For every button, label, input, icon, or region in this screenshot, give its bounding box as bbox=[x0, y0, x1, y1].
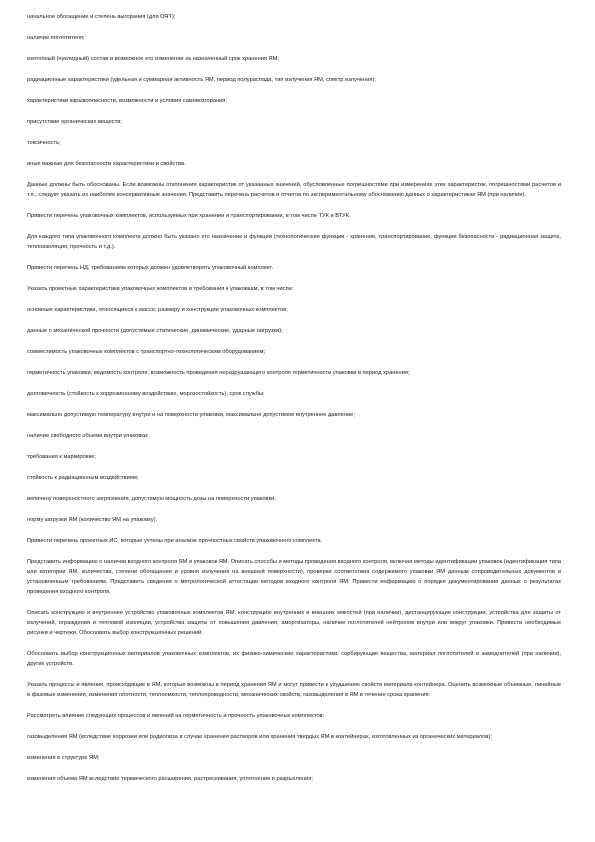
list-item-gas-release: газовыделения ЯМ (вследствие коррозии или радиолиза в случае хранения растворов или хранения твердых ЯМ в контейнерах, изготовленных из органических материалов); bbox=[27, 734, 492, 740]
paragraph-initiating-events: Привести перечень проектных ИС, которые учтены при анализе прочностных свойств упаковочного комплекта. bbox=[27, 538, 323, 544]
list-item-initial-enrichment: начальное обогащение и степень выгорания (для ОЯТ); bbox=[27, 14, 176, 20]
list-item-loading-norm: норму загрузки ЯМ (количество ЯМ на упаковку). bbox=[27, 517, 158, 523]
paragraph-regulatory-documents: Привести перечень НД, требованиям которых должен удовлетворять упаковочный комплект. bbox=[27, 265, 274, 271]
list-item-isotopic-composition: изотопный (нуклидный) состав и возможное его изменение за назначенный срок хранения ЯМ; bbox=[27, 56, 279, 62]
list-item-marking: требования к маркировке; bbox=[27, 454, 96, 460]
list-item-surface-contamination: величину поверхностного загрязнения, допустимую мощность дозы на поверхности упаковки; bbox=[27, 496, 276, 502]
list-item-tightness: герметичность упаковки, ведомость контроля, возможность проведения неразрушающего контроля герметичности упаковки в период хранения; bbox=[27, 370, 410, 376]
list-item-absorber: наличие поглотителя; bbox=[27, 35, 85, 41]
list-item-durability: долговечность (стойкость к коррозионному воздействию, морозостойкость), срок службы; bbox=[27, 391, 265, 397]
list-item-equipment-compatibility: совместимость упаковочных комплектов с транспортно-технологическим оборудованием; bbox=[27, 349, 266, 355]
paragraph-packaging-list: Привести перечень упаковочных комплектов, используемых при хранении и транспортировании, в том числе ТУК и ВТУК. bbox=[27, 213, 351, 219]
list-item-mass-size-design: основные характеристики, относящиеся к массе, размеру и конструкции упаковочных комплектов; bbox=[27, 307, 288, 313]
paragraph-input-control: Представить информацию о наличии входного контроля ЯМ и упаковок ЯМ. Описать способы и методы проведения входного контроля, включая методы идентификации упаковок (идентификация типа или категории ЯМ, количества, степени обогащения и уровня излучения на внешней поверхности), проверки соответствия содержимого упаковки ЯМ данным сопроводительных документов и установленным требованиям. Представить сведения о метрологической аттестации методов входного контроля ЯМ. Привести информацию о порядке документирования данных о результатах проведения входного контроля. bbox=[27, 559, 561, 595]
list-item-structure-changes: изменения в структуре ЯМ; bbox=[27, 755, 100, 761]
paragraph-package-design: Описать конструкцию и внутреннее устройство упаковочных комплектов ЯМ: конструкцию внутренних и внешних емкостей (при наличии), дистанцирующие конструкции, устройства для защиты от излучений, ограждения и тепловой изоляции, устройства защиты от повышения давления, амортизаторы, наличие поглотителей нейтронов внутри или вокруг упаковки. Привести необходимые рисунки и чертежи. Обосновать выбор конструкционных решений. bbox=[27, 610, 561, 636]
list-item-volume-changes: изменения объема ЯМ вследствие термического расширения, растрескивания, уплотнения и разрыхления; bbox=[27, 776, 313, 782]
list-item-organic-substances: присутствие органических веществ; bbox=[27, 119, 122, 125]
paragraph-influence-processes: Рассмотреть влияние следующих процессов и явлений на герметичность и прочность упаковочных комплектов: bbox=[27, 713, 325, 719]
paragraph-material-selection: Обосновать выбор конструкционных материалов упаковочных комплектов, их физико-химические характеристики, сорбирующие вещества, материал поглотителей и замедлителей (при наличии), других устройств. bbox=[27, 651, 561, 667]
paragraph-design-characteristics: Указать проектные характеристики упаковочных комплектов и требования к упаковкам, в том числе: bbox=[27, 286, 294, 292]
list-item-toxicity: токсичность; bbox=[27, 140, 61, 146]
paragraph-storage-processes: Указать процессы и явления, происходящие в ЯМ, которые возможны в период хранения ЯМ и могут привести к ухудшению свойств материала контейнера. Оценить возможные объемные, линейные и фазовые изменения, изменения плотности, теплоемкости, теплопроводности, механических свойств, газовыделения в ЯМ в течение срока хранения. bbox=[27, 682, 561, 698]
paragraph-data-justification: Данные должны быть обоснованы. Если возможны отклонения характеристик от указанных значений, обусловленные погрешностями при измерениях этих характеристик, погрешностями расчетов и т.п., следует указать их наиболее консервативные значения. Представить перечень расчетов и отчетов по экспериментальному обоснованию данных о характеристиках ЯМ (при наличии). bbox=[27, 182, 561, 198]
list-item-mechanical-strength: данные о механической прочности (допустимые статические, динамические, ударные нагрузки); bbox=[27, 328, 283, 334]
list-item-radiation-resistance: стойкость к радиационным воздействиям; bbox=[27, 475, 139, 481]
list-item-other-characteristics: иные важные для безопасности характеристики и свойства. bbox=[27, 161, 186, 167]
list-item-max-temperature: максимально допустимую температуру внутри и на поверхности упаковки, максимально допустимое внутреннее давление; bbox=[27, 412, 355, 418]
list-item-free-volume: наличие свободного объема внутри упаковки; bbox=[27, 433, 149, 439]
paragraph-packaging-functions: Для каждого типа упаковочного комплекта должно быть указано его назначение и функции (технологические функции - хранение, транспортирование, функции безопасности - радиационная защита, теплоизоляция, прочность и т.д.). bbox=[27, 234, 561, 250]
list-item-radiation-characteristics: радиационные характеристики (удельная и суммарная активность ЯМ, период полураспада, тип излучения ЯМ, спектр излучения); bbox=[27, 77, 376, 83]
list-item-explosion-hazard: характеристики взрывоопасности, возможности и условия самовозгорания; bbox=[27, 98, 227, 104]
